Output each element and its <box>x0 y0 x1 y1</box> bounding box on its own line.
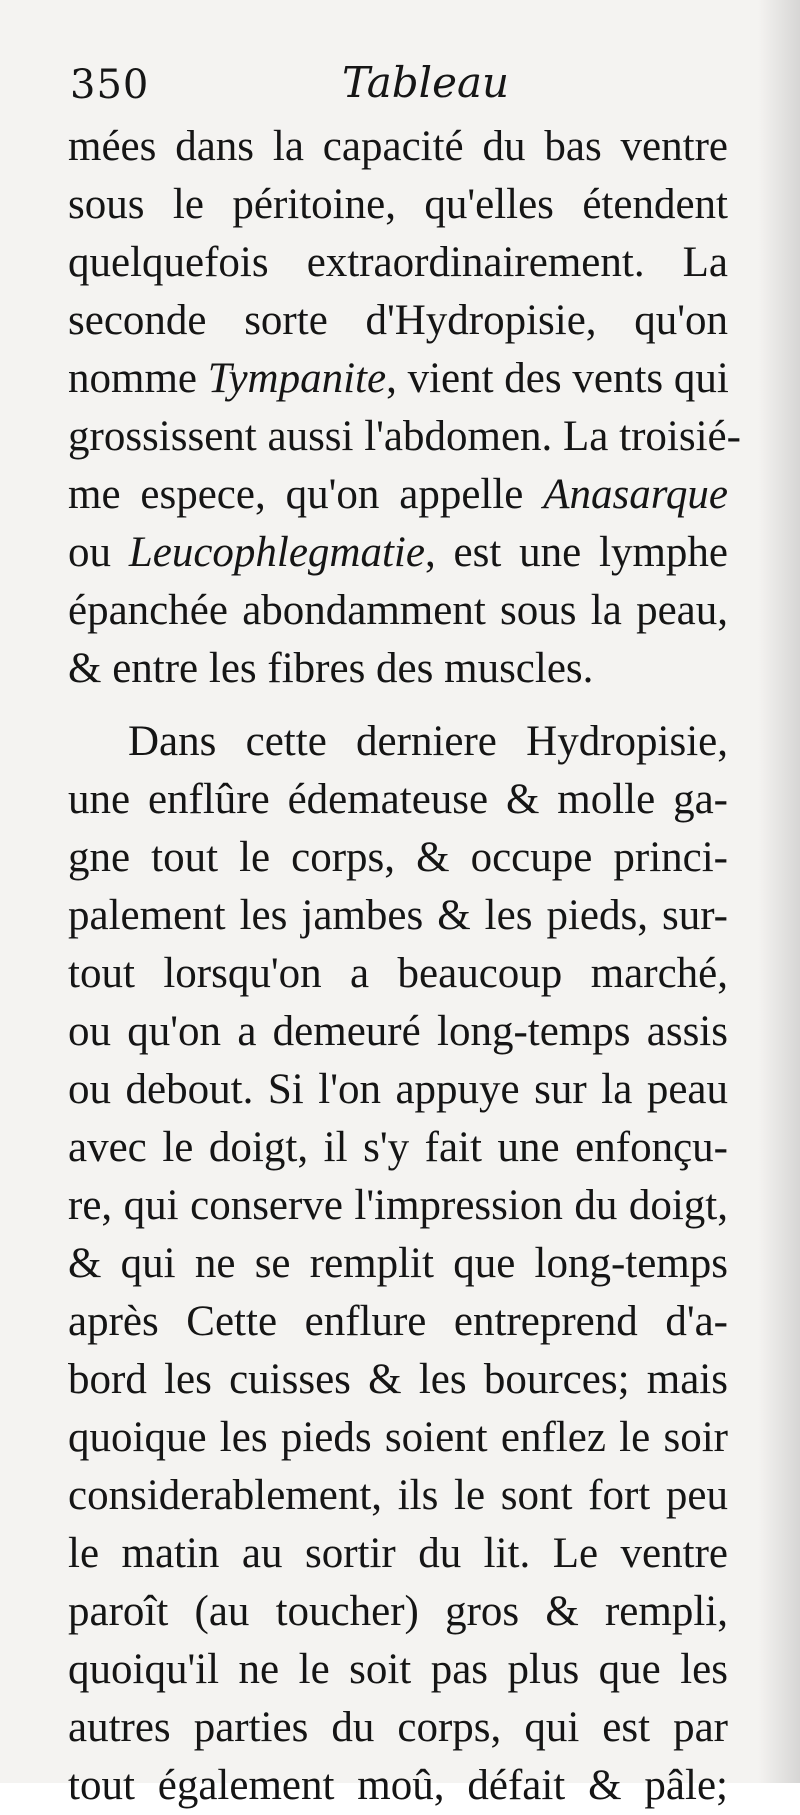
text-fragment: nomme <box>68 355 208 402</box>
text-line: épanchée abondamment sous la peau, <box>68 587 728 634</box>
text-fragment: me espece, qu'on appelle <box>68 471 544 518</box>
text-line: re, qui conserve l'impression du doigt, <box>68 1182 728 1229</box>
text-line: le matin au sortir du lit. Le ventre <box>68 1530 728 1577</box>
text-line: gne tout le corps, & occupe princi- <box>68 834 728 881</box>
text-line: paroît (au toucher) gros & rempli, <box>68 1588 728 1635</box>
text-line: quoique les pieds soient enflez le soir <box>68 1414 728 1461</box>
italic-term-tympanite: Tympanite <box>207 355 387 402</box>
text-line: quoiqu'il ne le soit pas plus que les <box>68 1646 728 1693</box>
text-line: avec le doigt, il s'y fait une enfonçu- <box>68 1124 728 1171</box>
text-line: palement les jambes & les pieds, sur- <box>68 892 728 939</box>
text-line: seconde sorte d'Hydropisie, qu'on <box>68 297 728 344</box>
text-line: & entre les fibres des muscles. <box>68 645 594 692</box>
text-line <box>68 350 728 408</box>
italic-term-leucophlegmatie: Leucophlegmatie <box>128 529 425 576</box>
running-title: Tableau <box>342 58 510 107</box>
page-number: 350 <box>70 62 150 108</box>
text-line: mées dans la capacité du bas ventre <box>68 123 728 170</box>
text-line: & qui ne se remplit que long-temps <box>68 1240 728 1287</box>
text-line: après Cette enflure entreprend d'a- <box>68 1298 728 1345</box>
text-fragment: , est une lymphe <box>424 529 728 576</box>
text-line: tout lorsqu'on a beaucoup marché, <box>68 950 728 997</box>
page-edge-shadow <box>758 0 800 1783</box>
text-line <box>68 524 728 582</box>
text-line: considerablement, ils le sont fort peu <box>68 1472 728 1519</box>
paragraph-gap <box>68 698 728 713</box>
italic-term-anasarque: Anasarque <box>543 471 728 518</box>
paragraph-2 <box>68 713 728 1815</box>
text-line: grossissent aussi l'abdomen. La troisié- <box>68 413 741 460</box>
text-line: quelquefois extraordinairement. La <box>68 239 728 286</box>
text-line: une enflûre édemateuse & molle ga- <box>68 776 728 823</box>
paragraph-1 <box>68 118 741 698</box>
body-text <box>68 118 741 1815</box>
text-line <box>68 466 728 524</box>
text-fragment: ou <box>68 529 129 576</box>
text-line: bord les cuisses & les bources; mais <box>68 1356 728 1403</box>
text-line: tout également moû, défait & pâle; <box>68 1762 728 1809</box>
page-header <box>70 58 510 118</box>
text-line: Dans cette derniere Hydropisie, <box>128 718 728 765</box>
text-line: ou debout. Si l'on appuye sur la peau <box>68 1066 728 1113</box>
text-line: ou qu'on a demeuré long-temps assis <box>68 1008 728 1055</box>
text-line: autres parties du corps, qui est par <box>68 1704 728 1751</box>
text-line: sous le péritoine, qu'elles étendent <box>68 181 728 228</box>
text-fragment: , vient des vents qui <box>386 355 729 402</box>
